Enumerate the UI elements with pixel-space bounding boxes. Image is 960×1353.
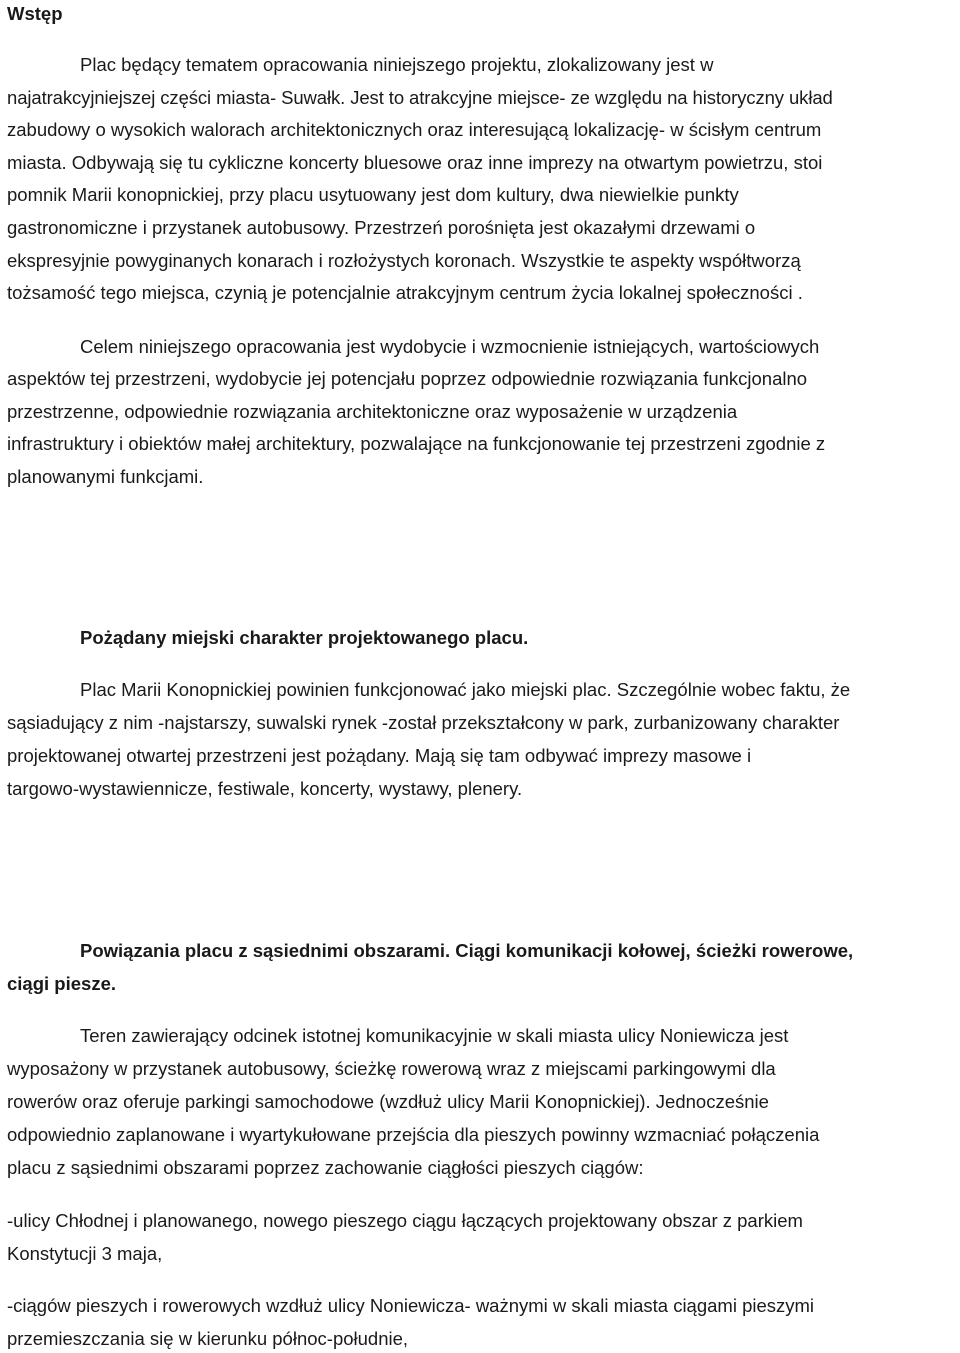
paragraph-line: tożsamość tego miejsca, czynią je potencjalnie atrakcyjnym centrum życia lokalnej społeczności .	[7, 282, 803, 303]
paragraph-line: placu z sąsiednimi obszarami poprzez zachowanie ciągłości pieszych ciągów:	[7, 1157, 644, 1178]
section-heading-intro: Wstęp	[7, 3, 63, 24]
section-heading-connections-cont: ciągi piesze.	[7, 973, 116, 994]
paragraph-line: targowo-wystawiennicze, festiwale, koncerty, wystawy, plenery.	[7, 778, 523, 799]
list-item-cont: przemieszczania się w kierunku północ-południe,	[7, 1328, 409, 1349]
paragraph-line: miasta. Odbywają się tu cykliczne koncerty bluesowe oraz inne imprezy na otwartym powietrzu, stoi	[7, 152, 823, 173]
paragraph-line: pomnik Marii konopnickiej, przy placu usytuowany jest dom kultury, dwa niewielkie punkty	[7, 184, 739, 205]
paragraph-line: odpowiednio zaplanowane i wyartykułowane przejścia dla pieszych powinny wzmacniać połączenia	[7, 1124, 820, 1145]
paragraph-line: Plac Marii Konopnickiej powinien funkcjonować jako miejski plac. Szczególnie wobec faktu, że	[80, 679, 851, 700]
list-item: -ciągów pieszych i rowerowych wzdłuż ulicy Noniewicza- ważnymi w skali miasta ciągami pieszymi	[7, 1295, 815, 1316]
paragraph-line: wyposażony w przystanek autobusowy, ścieżkę rowerową wraz z miejscami parkingowymi dla	[7, 1058, 776, 1079]
paragraph-line: Plac będący tematem opracowania niniejszego projektu, zlokalizowany jest w	[80, 54, 714, 75]
paragraph-line: przestrzenne, odpowiednie rozwiązania architektoniczne oraz wyposażenie w urządzenia	[7, 401, 738, 422]
paragraph-line: najatrakcyjniejszej części miasta- Suwałk. Jest to atrakcyjne miejsce- ze względu na historyczny układ	[7, 87, 833, 108]
paragraph-line: planowanymi funkcjami.	[7, 466, 204, 487]
section-heading-character: Pożądany miejski charakter projektowanego placu.	[80, 627, 529, 648]
list-item: -ulicy Chłodnej i planowanego, nowego pieszego ciągu łączących projektowany obszar z parkiem	[7, 1210, 803, 1231]
section-heading-connections: Powiązania placu z sąsiednimi obszarami. Ciągi komunikacji kołowej, ścieżki rowerowe,	[80, 940, 854, 961]
paragraph-line: Teren zawierający odcinek istotnej komunikacyjnie w skali miasta ulicy Noniewicza jest	[80, 1025, 789, 1046]
paragraph-line: ekspresyjnie powyginanych konarach i rozłożystych koronach. Wszystkie te aspekty współtworzą	[7, 250, 801, 271]
paragraph-line: Celem niniejszego opracowania jest wydobycie i wzmocnienie istniejących, wartościowych	[80, 336, 820, 357]
paragraph-line: gastronomiczne i przystanek autobusowy. Przestrzeń porośnięta jest okazałymi drzewami o	[7, 217, 756, 238]
paragraph-line: sąsiadujący z nim -najstarszy, suwalski rynek -został przekształcony w park, zurbanizowany charakter	[7, 712, 840, 733]
paragraph-line: rowerów oraz oferuje parkingi samochodowe (wzdłuż ulicy Marii Konopnickiej). Jednocześnie	[7, 1091, 769, 1112]
paragraph-line: zabudowy o wysokich walorach architektonicznych oraz interesującą lokalizację- w ścisłym centrum	[7, 119, 822, 140]
list-item-cont: Konstytucji 3 maja,	[7, 1243, 163, 1264]
paragraph-line: aspektów tej przestrzeni, wydobycie jej potencjału poprzez odpowiednie rozwiązania funkcjonalno	[7, 368, 808, 389]
paragraph-line: infrastruktury i obiektów małej architektury, pozwalające na funkcjonowanie tej przestrzeni zgodnie z	[7, 433, 826, 454]
paragraph-line: projektowanej otwartej przestrzeni jest pożądany. Mają się tam odbywać imprezy masowe i	[7, 745, 752, 766]
